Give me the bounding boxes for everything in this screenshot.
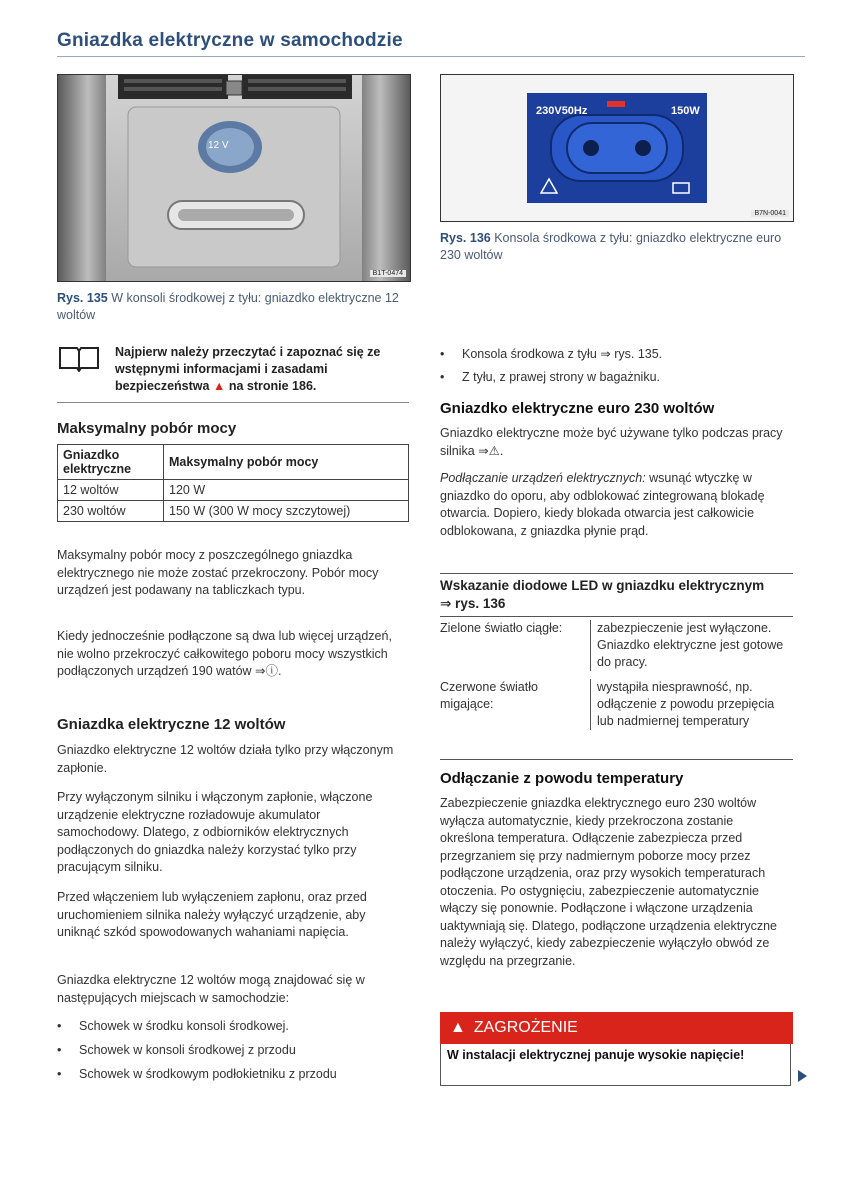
socket-12v-paragraph: Gniazdko elektryczne 12 woltów działa tylko przy włączonym zapłonie. [57, 743, 394, 775]
paragraph-rest: wsunąć wtyczkę w gniazdko do oporu, aby odblokować zintegrowaną blokadę otwarcia. Dopiero, kiedy blokada otwarcia jest całkowicie odblokowana, z gniazdka płynie prąd. [440, 471, 765, 538]
table-row [440, 679, 793, 730]
table-cell: 150 W (300 W mocy szczytowej) [164, 501, 409, 522]
led-table-bottom-rule [440, 759, 793, 760]
list-item: • Z tyłu, z prawej strony w bagażniku. [440, 370, 660, 384]
figure-code: B1T-0474 [370, 270, 406, 277]
figure-136-image [440, 74, 794, 222]
led-table-heading: Wskazanie diodowe LED w gniazdku elektrycznym ⇒ rys. 136 [440, 578, 765, 611]
led-table-header-rule [440, 616, 793, 617]
console-12v-illustration [58, 75, 410, 281]
max-power-paragraph: Kiedy jednocześnie podłączone są dwa lub więcej urządzeń, nie wolno przekroczyć całkowitego poboru mocy wszystkich podłączonych urządzeń 190 watów ⇒ⓘ. [57, 629, 392, 678]
table-header: Maksymalny pobór mocy [164, 445, 409, 480]
socket-230v-paragraph: Gniazdko elektryczne może być używane tylko podczas pracy silnika ⇒⚠. [440, 426, 783, 458]
temperature-paragraph: Zabezpieczenie gniazdka elektrycznego euro 230 woltów wyłącza automatycznie, kiedy przekroczona zostanie określona temperatura. Odłączenie zabezpiecza przed przegrzaniem się przy nadmiernym poborze mocy przez podłączone urządzenia, oraz przy wysokich temperaturach otoczenia. Po ostygnięciu, zabezpieczenie automatycznie włączy się ponownie. Podłączone i włączone urządzenia uaktywniają się. Dlatego, podłączone urządzenia elektryczne należy wyłączyć, kiedy zabezpieczenie wyłączyło obwód ze względu na przegrzanie. [440, 796, 777, 968]
caption-text: W konsoli środkowej z tyłu: gniazdko elektryczne 12 woltów [57, 291, 399, 322]
socket-230v-paragraph [440, 470, 785, 540]
table-cell: 230 woltów [58, 501, 164, 522]
led-status-table [440, 620, 793, 730]
danger-banner [440, 1012, 793, 1044]
figure-136-caption [440, 230, 792, 264]
list-item: • Schowek w konsoli środkowej z przodu [57, 1043, 296, 1057]
power-label: 150W [671, 105, 700, 117]
notice-text [115, 344, 407, 395]
notice-divider [57, 402, 409, 403]
table-row [58, 501, 409, 522]
warning-triangle-icon: ▲ [450, 1019, 466, 1036]
led-table-top-rule [440, 573, 793, 574]
figure-135-image [57, 74, 411, 282]
caption-text: Konsola środkowa z tyłu: gniazdko elektryczne euro 230 woltów [440, 231, 782, 262]
max-power-heading: Maksymalny pobór mocy [57, 420, 237, 437]
italic-lead: Podłączanie urządzeń elektrycznych: [440, 471, 646, 485]
table-cell: wystąpiła niesprawność, np. odłączenie z powodu przepięcia lub nadmiernej temperatury [597, 680, 775, 728]
table-row [440, 620, 793, 671]
socket-12v-paragraph: Przy wyłączonym silniku i włączonym zapłonie, włączone urządzenie elektryczne rozładowuje akumulator samochodowy. Dlatego, z odbiorników elektrycznych podłączonych do gniazdka należy korzystać tylko przy pracującym silniku. [57, 790, 373, 874]
list-item: • Konsola środkowa z tyłu ⇒ rys. 135. [440, 347, 663, 361]
socket-12v-paragraph: Przed włączeniem lub wyłączeniem zapłonu, oraz przed uruchomieniem silnika należy wyłączyć urządzenie, aby uniknąć szkód spowodowanych wahaniami napięcia. [57, 890, 367, 939]
socket-locations-list [440, 346, 792, 386]
table-cell: Zielone światło ciągłe: [440, 621, 563, 635]
max-power-paragraph: Maksymalny pobór mocy z poszczególnego gniazdka elektrycznego nie może zostać przekroczony. Pobór mocy urządzeń jest podawany na tabliczkach typu. [57, 548, 379, 597]
table-cell: zabezpieczenie jest wyłączone. Gniazdko elektryczne jest gotowe do pracy. [597, 621, 784, 669]
page-title: Gniazdka elektryczne w samochodzie [57, 30, 403, 51]
title-divider [57, 56, 805, 57]
list-item: • Schowek w środku konsoli środkowej. [57, 1019, 289, 1033]
danger-text: W instalacji elektrycznej panuje wysokie napięcie! [440, 1044, 791, 1086]
table-row [58, 480, 409, 501]
warning-triangle-icon: ▲ [212, 379, 226, 393]
notice-main-text: Najpierw należy przeczytać i zapoznać się ze wstępnymi informacjami i zasadami bezpieczeństwa [115, 345, 381, 393]
socket-12v-heading: Gniazdka elektryczne 12 woltów [57, 716, 286, 733]
socket-12v-paragraph: Gniazdka elektryczne 12 woltów mogą znajdować się w następujących miejscach w samochodzie: [57, 973, 365, 1005]
table-header-row [58, 445, 409, 480]
socket-12v-label: 12 V [208, 140, 229, 151]
caption-number: Rys. 136 [440, 231, 491, 245]
list-item: • Schowek w środkowym podłokietniku z przodu [57, 1067, 337, 1081]
table-cell: Czerwone światło migające: [440, 680, 538, 711]
max-power-table [57, 444, 409, 522]
euro-socket-illustration [441, 75, 793, 221]
caption-number: Rys. 135 [57, 291, 108, 305]
table-cell: 120 W [164, 480, 409, 501]
socket-12v-location-list [57, 1018, 409, 1083]
socket-230v-heading: Gniazdko elektryczne euro 230 woltów [440, 400, 715, 417]
table-header: Gniazdko elektryczne [58, 445, 164, 480]
danger-label: ZAGROŻENIE [473, 1019, 578, 1036]
voltage-label: 230V50Hz [536, 105, 588, 117]
continue-arrow-icon [798, 1070, 807, 1082]
table-cell: 12 woltów [58, 480, 164, 501]
figure-code: B7N-0041 [751, 210, 789, 217]
notice-page-ref[interactable]: na stronie 186. [228, 379, 317, 393]
book-icon [57, 344, 101, 372]
temperature-heading: Odłączanie z powodu temperatury [440, 770, 684, 787]
figure-135-caption [57, 290, 409, 324]
